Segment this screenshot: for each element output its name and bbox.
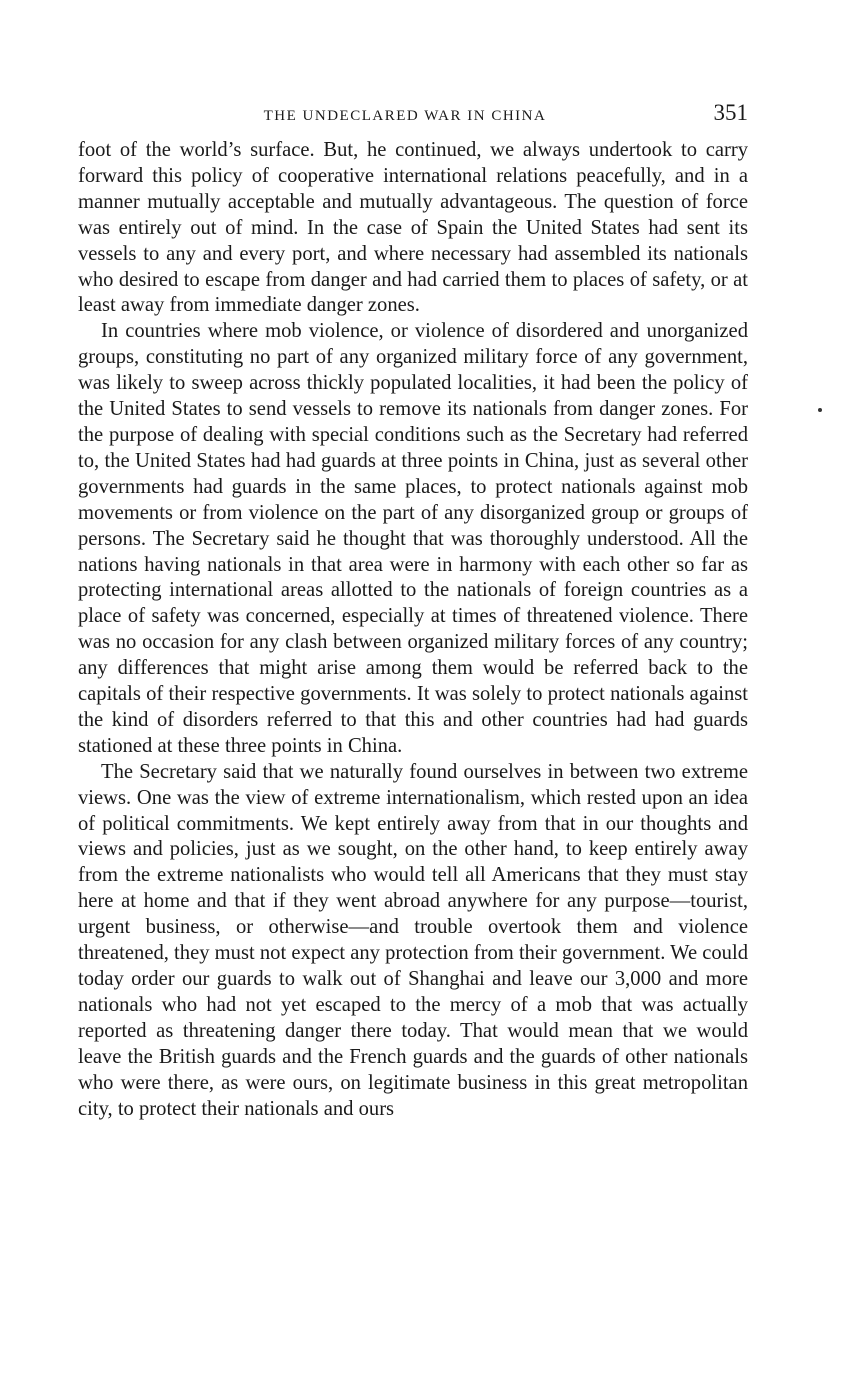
body-text xyxy=(78,138,748,1122)
paragraph-3: The Secretary said that we naturally found ourselves in between two extreme views. One was the view of extreme internationalism, which rested upon an idea of political commitments. We kept entirely away from that in our thoughts and views and policies, just as we sought, on the other hand, to keep entirely away from the extreme nationalists who would tell all Americans that they must stay here at home and that if they went abroad anywhere for any purpose—tourist, urgent business, or otherwise—and trouble overtook them and violence threatened, they must not expect any protection from their government. We could today order our guards to walk out of Shanghai and leave our 3,000 and more nationals who had not yet escaped to the mercy of a mob that was actually reported as threatening danger there today. That would mean that we would leave the British guards and the French guards and the guards of other nationals who were there, as were ours, on legitimate business in this great metropolitan city, to protect their nationals and ours xyxy=(78,760,748,1120)
page-number: 351 xyxy=(713,100,748,125)
running-title: THE UNDECLARED WAR IN CHINA xyxy=(263,108,547,124)
paragraph-2: In countries where mob violence, or violence of disordered and unorganized groups, constituting no part of any organized military force of any government, was likely to sweep across thickly populated localities, it had been the policy of the United States to send vessels to remove its nationals from danger zones. For the purpose of dealing with special conditions such as the Secretary had referred to, the United States had had guards at three points in China, just as several other governments had guards in the same places, to protect nationals against mob movements or from violence on the part of any disorganized group or groups of persons. The Secretary said he thought that was thoroughly understood. All the nations having nationals in that area were in harmony with each other so far as protecting international areas allotted to the nationals of foreign countries as a place of safety was concerned, especially at times of threatened violence. There was no occasion for any clash between organized military forces of any country; any differences that might arise among them would be referred back to the capitals of their respective governments. It was solely to protect nationals against the kind of disorders referred to that this and other countries had had guards stationed at these three points in China. xyxy=(78,320,748,757)
book-page xyxy=(78,100,748,1122)
running-head xyxy=(78,100,748,132)
paragraph-1: foot of the world’s surface. But, he continued, we always undertook to carry forward this policy of cooperative international relations peacefully, and in a manner mutually acceptable and mutually advantageous. The question of force was entirely out of mind. In the case of Spain the United States had sent its vessels to any and every port, and where necessary had assembled its nationals who desired to escape from danger and had carried them to places of safety, or at least away from immediate danger zones. xyxy=(78,139,748,317)
margin-dot-mark xyxy=(818,408,822,412)
